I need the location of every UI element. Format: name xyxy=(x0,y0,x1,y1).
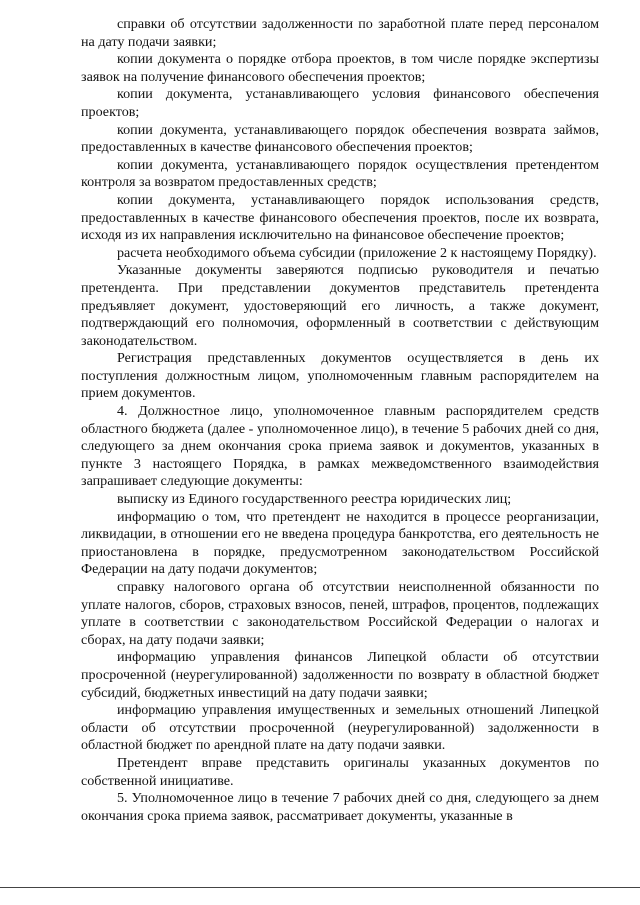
bottom-divider xyxy=(0,887,640,888)
paragraph: информацию управления имущественных и земельных отношений Липецкой области об отсутствии просроченной (неурегулированной) задолженности в областной бюджет по арендной плате на дату подачи заявки. xyxy=(81,702,599,754)
paragraph: Регистрация представленных документов осуществляется в день их поступления должностным лицом, уполномоченным главным распорядителем на прием документов. xyxy=(81,350,599,402)
paragraph: выписку из Единого государственного реестра юридических лиц; xyxy=(117,491,512,508)
paragraph: информацию о том, что претендент не находится в процессе реорганизации, ликвидации, в отношении его не введена процедура банкротства, его деятельность не приостановлена в порядке, предусмотренном законодательством Российской Федерации на дату подачи документов; xyxy=(81,508,599,578)
paragraph: 5. Уполномоченное лицо в течение 7 рабочих дней со дня, следующего за днем окончания срока приема заявок, рассматривает документы, указанные в xyxy=(81,790,599,824)
paragraph: копии документа, устанавливающего порядок обеспечения возврата займов, предоставленных в качестве финансового обеспечения проектов; xyxy=(81,121,599,156)
paragraph: копии документа, устанавливающего условия финансового обеспечения проектов; xyxy=(81,86,599,120)
paragraph: копии документа, устанавливающего порядок осуществления претендентом контроля за возвратом предоставленных средств; xyxy=(81,156,599,191)
paragraph: 4. Должностное лицо, уполномоченное главным распорядителем средств областного бюджета (далее - уполномоченное лицо), в течение 5 рабочих дней со дня, следующего за днем окончания срока приема заявок и документов, указанных в пункте 3 настоящего Порядка, в рамках межведомственного взаимодействия запрашивает следующие документы: xyxy=(81,403,599,490)
paragraph: Претендент вправе представить оригиналы указанных документов по собственной инициативе. xyxy=(81,754,599,789)
paragraph: информацию управления финансов Липецкой области об отсутствии просроченной (неурегулированной) задолженности по возврату в областной бюджет субсидий, бюджетных инвестиций на дату подачи заявки; xyxy=(81,649,599,701)
paragraph: Указанные документы заверяются подписью руководителя и печатью претендента. При представлении документов представитель претендента предъявляет документ, удостоверяющий его личность, а также документ, подтверждающий его полномочия, оформленный в соответствии с действующим законодательством. xyxy=(81,262,599,349)
paragraph: справку налогового органа об отсутствии неисполненной обязанности по уплате налогов, сборов, страховых взносов, пеней, штрафов, процентов, подлежащих уплате в соответствии с законодательством Российской Федерации о налогах и сборах, на дату подачи заявки; xyxy=(81,579,599,648)
document-body xyxy=(81,16,599,825)
paragraph: копии документа о порядке отбора проектов, в том числе порядке экспертизы заявок на получение финансового обеспечения проектов; xyxy=(81,51,599,85)
paragraph: расчета необходимого объема субсидии (приложение 2 к настоящему Порядку). xyxy=(117,244,597,261)
paragraph: справки об отсутствии задолженности по заработной плате перед персоналом на дату подачи заявки; xyxy=(81,16,599,50)
paragraph: копии документа, устанавливающего порядок использования средств, предоставленных в качестве финансового обеспечения проектов, после их возврата, исходя из их направления исключительно на финансовое обеспечение проектов; xyxy=(81,191,599,244)
